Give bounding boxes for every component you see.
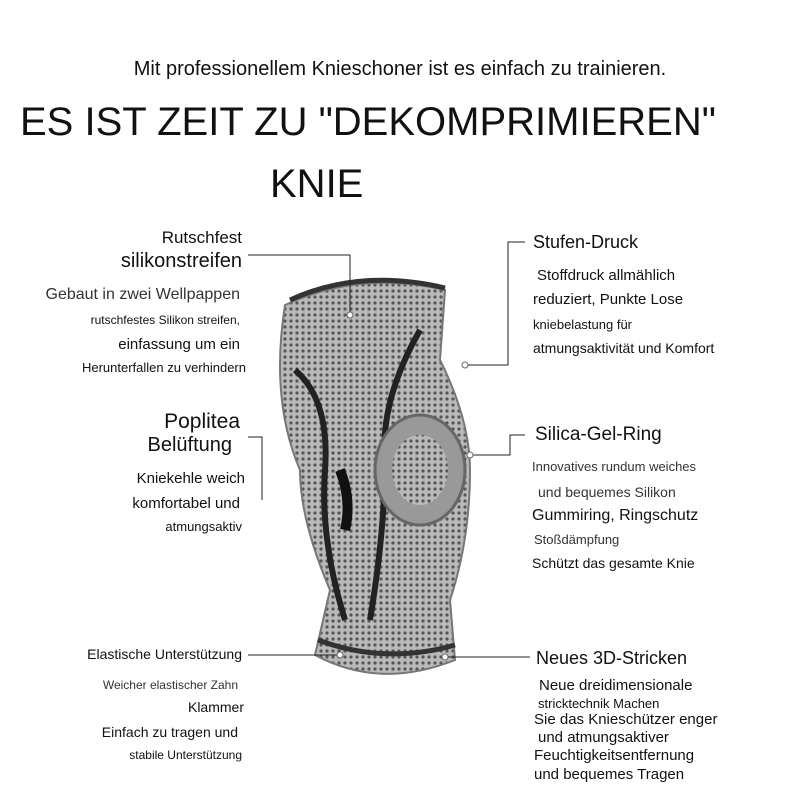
left-3-line: stabile Unterstützung [129,748,242,762]
right-3-line: und bequemes Tragen [534,766,685,783]
left-1-title-b: silikonstreifen [120,250,242,272]
left-1-line: einfassung um ein [118,336,240,353]
right-1-line: reduziert, Punkte Lose [533,291,684,308]
right-2-line: Innovatives rundum weiches [532,459,697,474]
headline-knie: KNIE [270,162,364,206]
left-2-line: komfortabel und [132,495,240,512]
right-1-line: atmungsaktivität und Komfort [533,340,715,356]
left-3-line: Klammer [187,699,244,715]
right-2-line: Gummiring, Ringschutz [532,507,699,524]
right-2-line: Stoßdämpfung [534,532,620,547]
right-3-line: stricktechnik Machen [538,696,660,711]
left-1-title-a: Rutschfest [161,228,242,247]
left-2-title-b: Belüftung [147,434,232,456]
right-1-line: kniebelastung für [533,317,633,332]
left-1-line: rutschfestes Silikon streifen, [90,313,240,327]
right-3-line: und atmungsaktiver [538,729,669,746]
left-3-title: Elastische Unterstützung [87,646,242,662]
right-2-line: Schützt das gesamte Knie [532,555,695,571]
left-2-title-a: Poplitea [164,410,240,433]
left-1-line: Gebaut in zwei Wellpappen [45,286,240,303]
left-1-line: Herunterfallen zu verhindern [81,360,246,375]
left-3-line: Weicher elastischer Zahn [102,678,238,692]
right-2-title: Silica-Gel-Ring [535,424,662,445]
left-3-line: Einfach zu tragen und [101,724,238,740]
subtitle: Mit professionellem Knieschoner ist es einfach zu trainieren. [133,58,667,80]
right-1-line: Stoffdruck allmählich [537,267,676,284]
left-2-line: atmungsaktiv [165,519,242,534]
right-3-line: Feuchtigkeitsentfernung [534,747,695,764]
right-3-title: Neues 3D-Stricken [536,648,688,668]
right-2-line: und bequemes Silikon [538,484,676,500]
right-1-title: Stufen-Druck [533,232,639,252]
left-2-line: Kniekehle weich [136,470,245,487]
headline: ES IST ZEIT ZU "DEKOMPRIMIEREN" [20,100,716,144]
right-3-line: Sie das Knieschützer enger [534,711,718,728]
right-3-line: Neue dreidimensionale [539,677,693,694]
